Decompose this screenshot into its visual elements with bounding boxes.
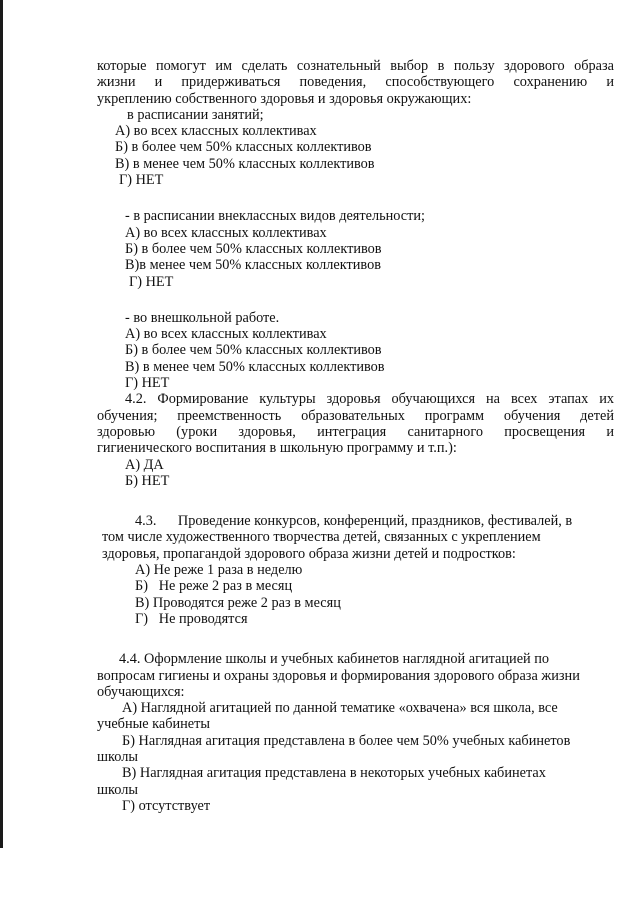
answer-option: Г) отсутствует xyxy=(122,797,211,814)
answer-option: Б) НЕТ xyxy=(125,472,170,489)
section-schedule xyxy=(97,107,614,188)
answer-option: В) Наглядная агитация представлена в некоторых учебных кабинетах xyxy=(122,765,546,782)
answer-option: В) в менее чем 50% классных коллективов xyxy=(125,358,385,375)
intro-paragraph xyxy=(97,58,614,107)
section-extracurricular xyxy=(97,208,614,289)
question-line: том числе художественного творчества детей, связанных с укреплением xyxy=(102,529,541,546)
intro-line: которые помогут им сделать сознательный выбор в пользу здорового образа xyxy=(97,58,614,74)
section-heading: - в расписании внеклассных видов деятельности; xyxy=(125,208,426,225)
answer-option: В)в менее чем 50% классных коллективов xyxy=(125,257,381,274)
question-line: здоровья, пропагандой здорового образа жизни детей и подростков: xyxy=(102,545,516,562)
answer-option: А) Наглядной агитацией по данной тематике «охвачена» вся школа, все xyxy=(122,700,558,717)
answer-option: В) Проводятся реже 2 раз в месяц xyxy=(135,594,341,611)
answer-option: Г) НЕТ xyxy=(125,375,170,392)
answer-option: Б) Наглядная агитация представлена в более чем 50% учебных кабинетов xyxy=(122,732,571,749)
answer-option: Б) в более чем 50% классных коллективов xyxy=(115,139,372,156)
answer-option: Б) в более чем 50% классных коллективов xyxy=(125,342,382,359)
answer-option: А) Не реже 1 раза в неделю xyxy=(135,562,303,579)
section-outofschool xyxy=(97,310,614,391)
question-line: 4.2. Формирование культуры здоровья обучающихся на всех этапах их xyxy=(125,391,614,408)
answer-option: А) ДА xyxy=(125,456,164,473)
question-line: 4.4. Оформление школы и учебных кабинетов наглядной агитацией по xyxy=(119,651,550,668)
answer-option: Г) НЕТ xyxy=(119,172,164,189)
section-heading: - во внешкольной работе. xyxy=(125,309,280,326)
question-4-3 xyxy=(97,513,614,627)
answer-option: А) во всех классных коллективах xyxy=(125,224,327,241)
answer-option: Б) Не реже 2 раз в месяц xyxy=(135,578,293,595)
answer-option: Г) Не проводятся xyxy=(135,610,248,627)
document-page xyxy=(97,58,614,814)
question-line: 4.3. Проведение конкурсов, конференций, праздников, фестивалей, в xyxy=(135,513,573,530)
scan-edge-line xyxy=(0,0,3,848)
question-4-2 xyxy=(97,391,614,489)
answer-option-continuation: школы xyxy=(97,748,138,765)
question-4-4 xyxy=(97,651,614,814)
answer-option: А) во всех классных коллективах xyxy=(125,326,327,343)
intro-line: жизни и придерживаться поведения, способствующего сохранению и xyxy=(97,74,614,91)
question-line: обучения; преемственность образовательных программ обучения детей xyxy=(97,407,614,424)
answer-option: Г) НЕТ xyxy=(129,273,174,290)
answer-option-continuation: учебные кабинеты xyxy=(97,716,210,733)
question-line: гигиенического воспитания в школьную программу и т.п.): xyxy=(97,440,457,457)
question-line: вопросам гигиены и охраны здоровья и формирования здорового образа жизни xyxy=(97,667,580,684)
answer-option: Б) в более чем 50% классных коллективов xyxy=(125,240,382,257)
answer-option: А) во всех классных коллективах xyxy=(115,123,317,140)
answer-option: В) в менее чем 50% классных коллективов xyxy=(115,155,375,172)
question-line: обучающихся: xyxy=(97,683,185,700)
intro-line: укреплению собственного здоровья и здоровья окружающих: xyxy=(97,90,472,107)
question-line: здоровью (уроки здоровья, интеграция санитарного просвещения и xyxy=(97,423,614,440)
section-heading: в расписании занятий; xyxy=(127,106,264,123)
answer-option-continuation: школы xyxy=(97,781,138,798)
